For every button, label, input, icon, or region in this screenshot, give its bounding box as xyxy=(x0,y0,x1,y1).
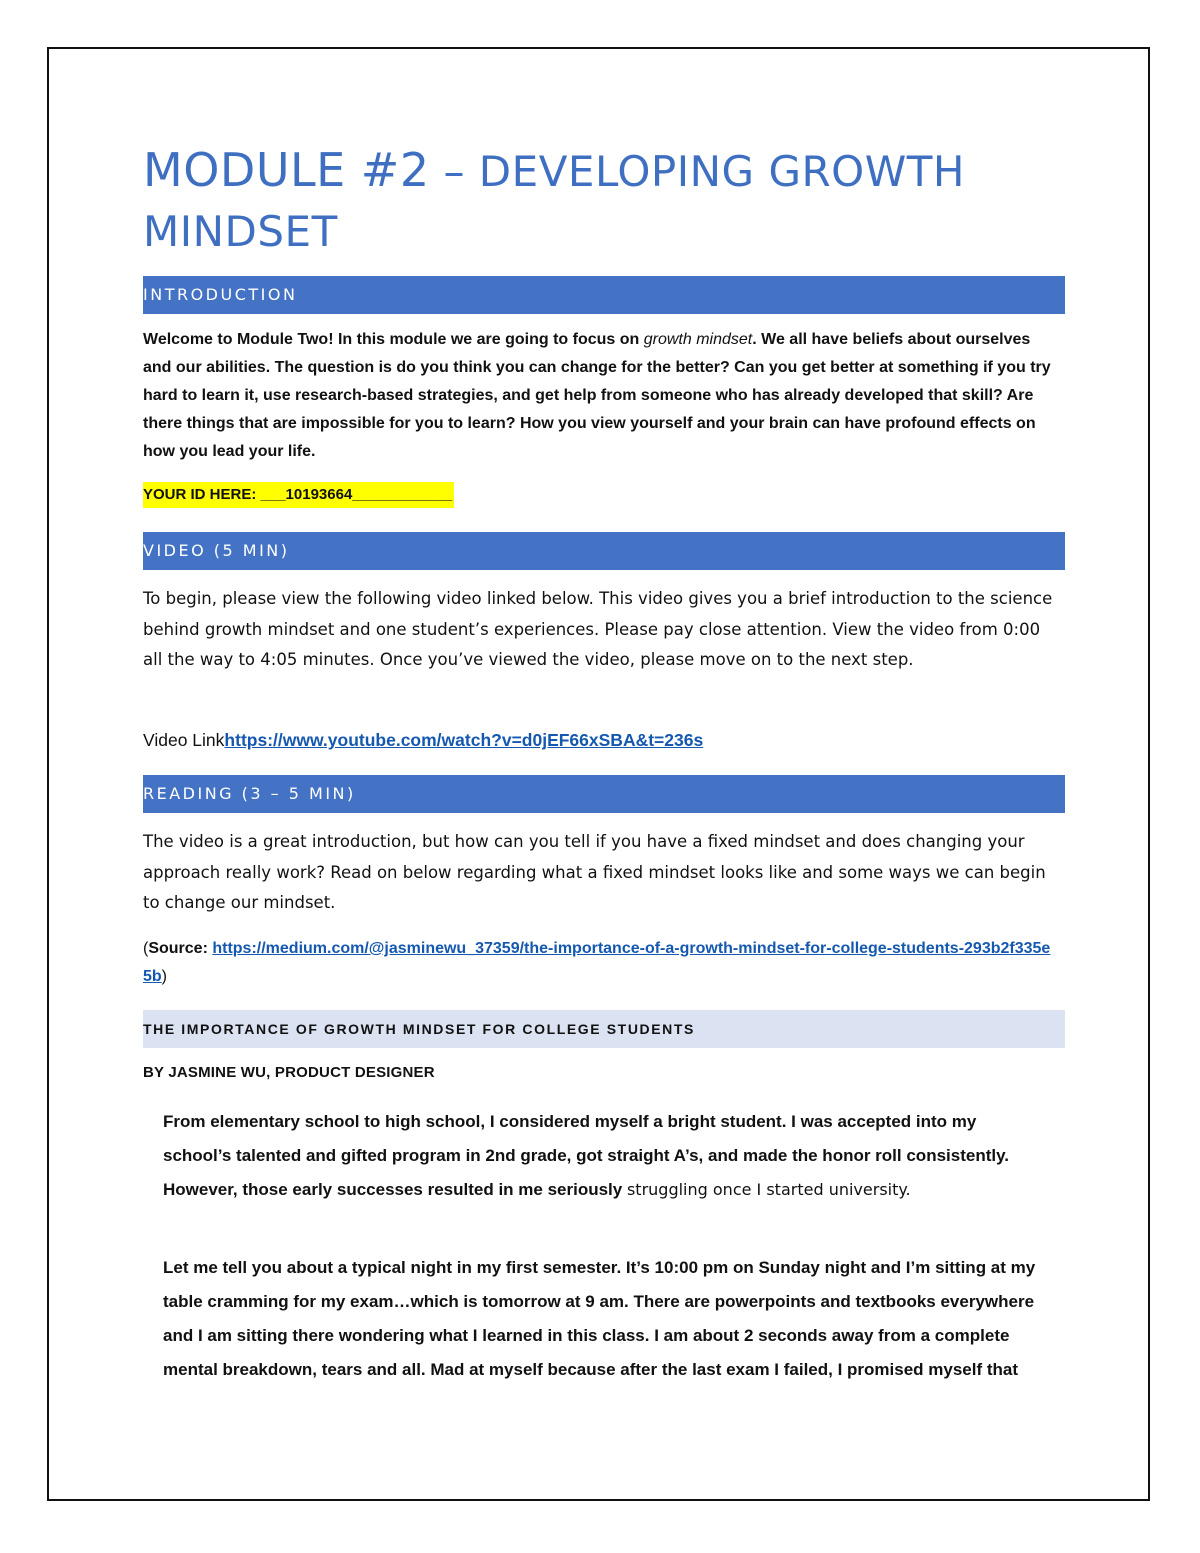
introduction-paragraph xyxy=(143,326,1053,466)
source-open-paren: ( xyxy=(143,940,149,957)
article-paragraph-1-light: struggling once I started university. xyxy=(626,1180,911,1199)
article-heading xyxy=(143,1010,1065,1048)
student-id-field[interactable] xyxy=(143,482,454,508)
intro-text-end: . We all have beliefs about ourselves and our abilities. The question is do you think you can change for the better? Can you get better at something if you try hard to learn it, use research-based strategies, and get help from someone who has already developed that skill? Are there things that are impossible for you to learn? How you view yourself and your brain can have profound effects on how you lead your life. xyxy=(143,331,1051,460)
source-link[interactable]: https://medium.com/@jasminewu_37359/the-importance-of-a-growth-mindset-for-college-students-293b2f335e5b xyxy=(143,940,1051,985)
source-label: Source: xyxy=(148,940,213,957)
section-heading-label: READING (3 – 5 MIN) xyxy=(143,784,356,803)
video-link-line xyxy=(143,725,1058,756)
section-heading-label: VIDEO (5 MIN) xyxy=(143,541,290,560)
video-link-label: Video Link xyxy=(143,730,225,750)
student-id-value: ___10193664____________ xyxy=(260,486,453,503)
article-paragraph-2: Let me tell you about a typical night in my first semester. It’s 10:00 pm on Sunday night and I’m sitting at my table cramming for my exam…which is tomorrow at 9 am. There are powerpoints and textbooks everywhere and I am sitting there wondering what I learned in this class. I am about 2 seconds away from a complete mental breakdown, tears and all. Mad at myself because after the last exam I failed, I promised myself that xyxy=(163,1258,1036,1379)
article-byline: BY JASMINE WU, PRODUCT DESIGNER xyxy=(143,1064,435,1081)
intro-text-italic: growth mindset xyxy=(643,331,753,348)
section-heading-reading xyxy=(143,775,1065,813)
title-module-name: – DEVELOPING GROWTH MINDSET xyxy=(143,147,965,256)
video-link[interactable]: https://www.youtube.com/watch?v=d0jEF66xSBA&t=236s xyxy=(224,730,704,750)
section-heading-introduction xyxy=(143,276,1065,314)
intro-text-start: Welcome to Module Two! In this module we are going to focus on xyxy=(143,331,644,348)
document-title xyxy=(143,140,1068,262)
article-heading-label: THE IMPORTANCE OF GROWTH MINDSET FOR COLLEGE STUDENTS xyxy=(143,1021,695,1037)
source-close-paren: ) xyxy=(161,968,167,985)
reading-paragraph: The video is a great introduction, but how can you tell if you have a fixed mindset and does changing your approach really work? Read on below regarding what a fixed mindset looks like and some ways we can begin to change our mindset. xyxy=(143,832,1046,912)
title-module-number: MODULE #2 xyxy=(143,143,430,197)
section-heading-video xyxy=(143,532,1065,570)
source-citation xyxy=(143,935,1058,991)
student-id-label: YOUR ID HERE: xyxy=(143,486,261,503)
article-paragraph-1 xyxy=(163,1105,1043,1207)
article-paragraph-1-bold: From elementary school to high school, I considered myself a bright student. I was accepted into my school’s talented and gifted program in 2nd grade, got straight A’s, and made the honor roll consistently. However, those early successes resulted in me seriously xyxy=(163,1112,1010,1199)
section-heading-label: INTRODUCTION xyxy=(143,285,298,304)
video-paragraph: To begin, please view the following video linked below. This video gives you a brief introduction to the science behind growth mindset and one student’s experiences. Please pay close attention. View the video from 0:00 all the way to 4:05 minutes. Once you’ve viewed the video, please move on to the next step. xyxy=(143,589,1053,669)
